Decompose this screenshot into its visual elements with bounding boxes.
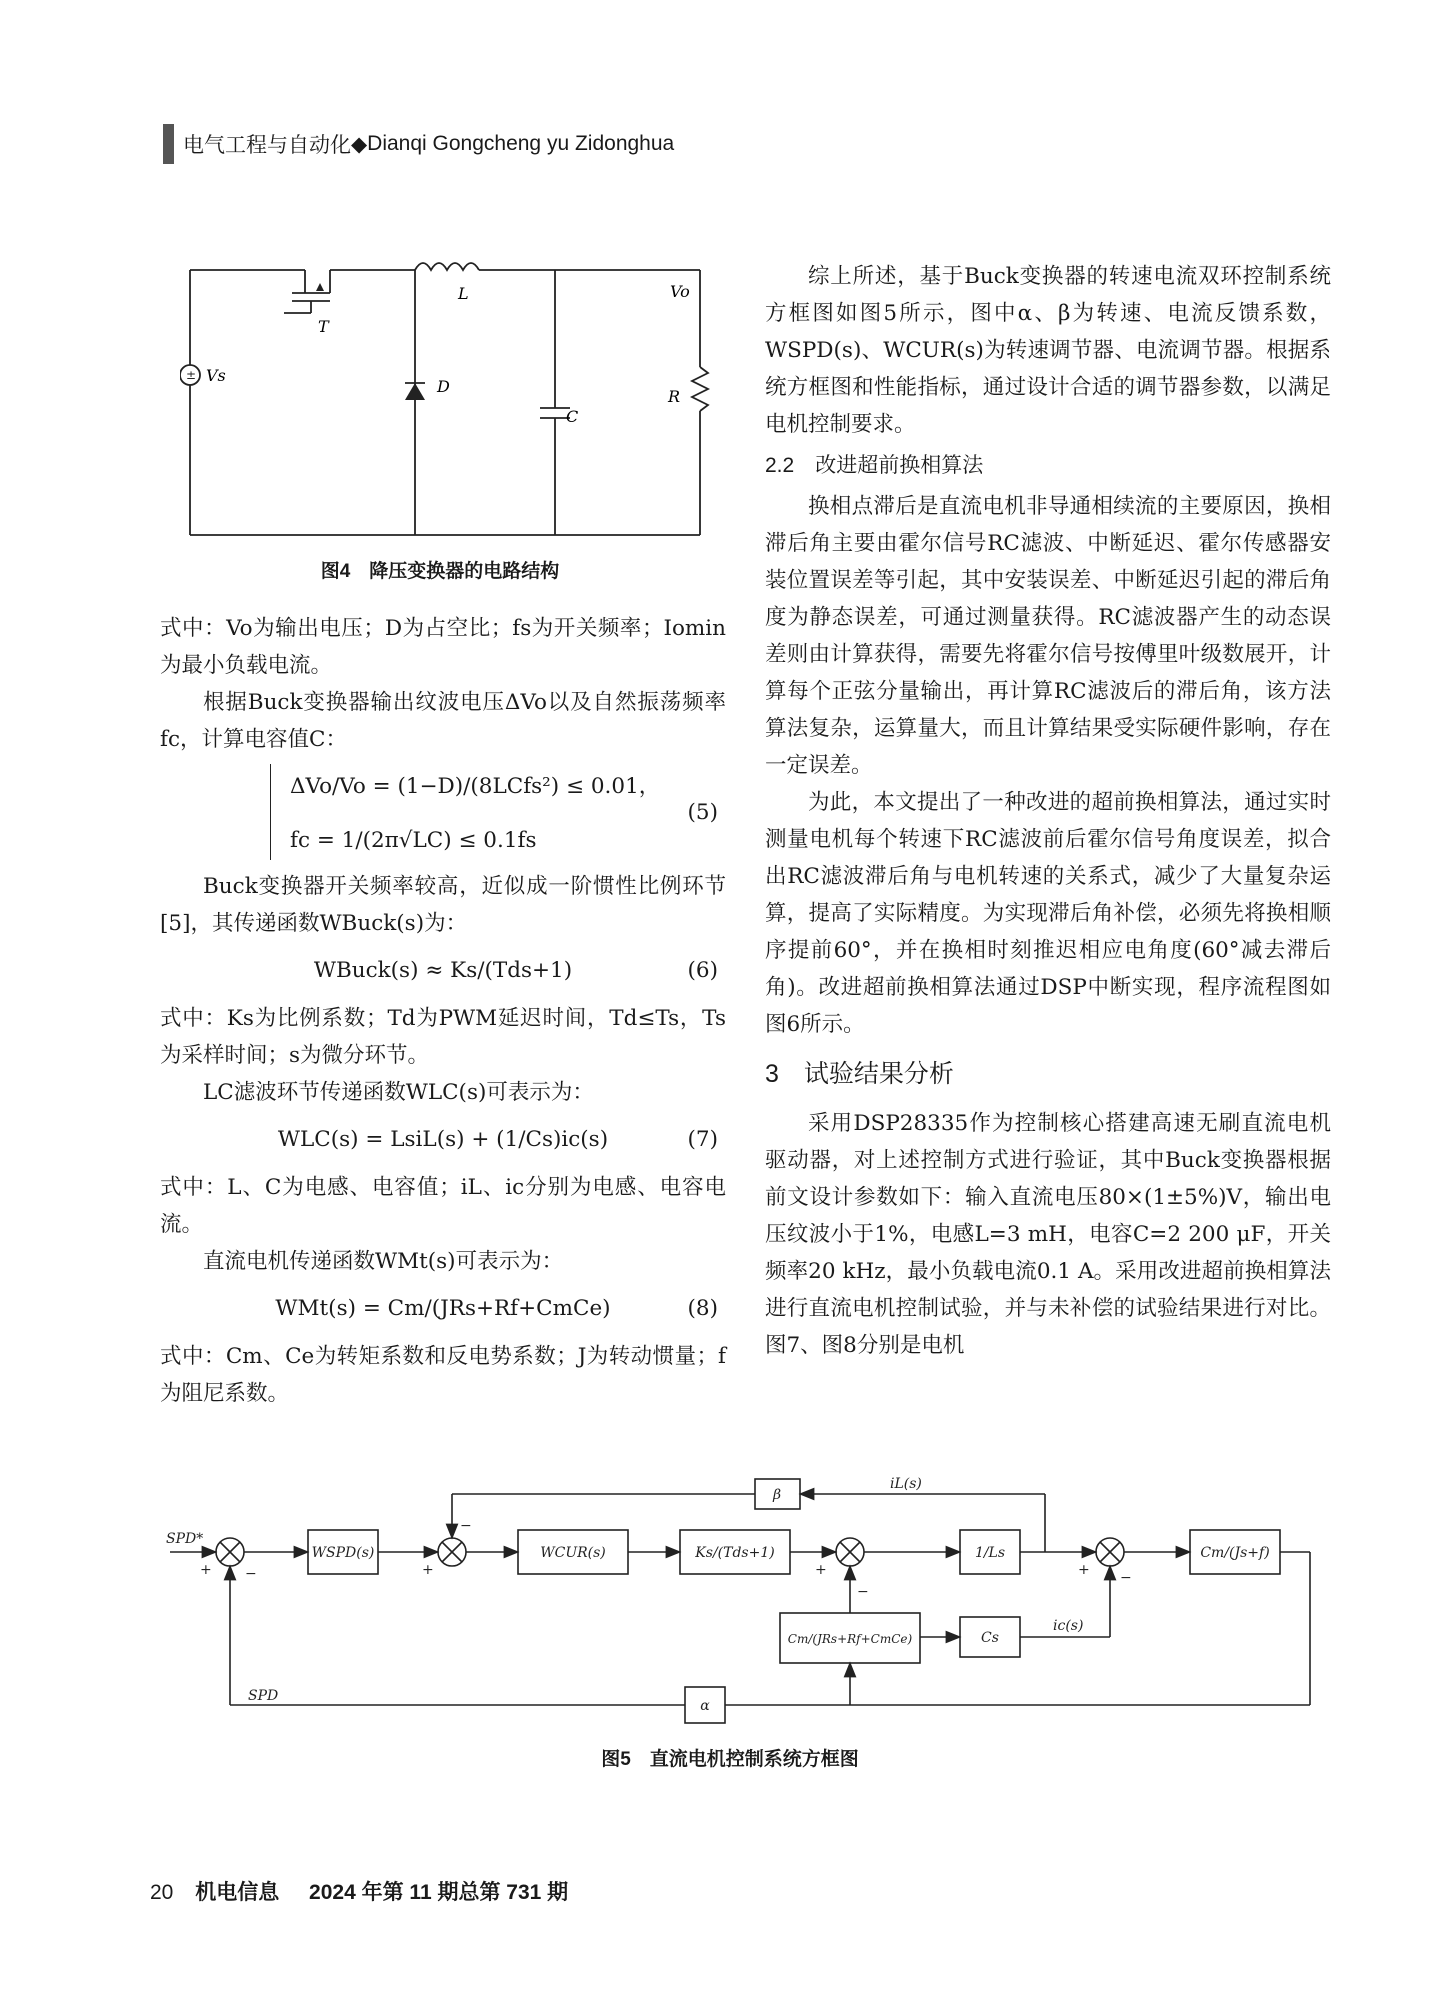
equation-6	[160, 942, 726, 1000]
header-bar	[163, 124, 174, 164]
left-p3: Buck变换器开关频率较高，近似成一阶惯性比例环节[5]，其传递函数WBuck(s)为：	[160, 874, 726, 936]
fig5-block-inductor: 1/Ls	[974, 1545, 1006, 1561]
left-p8: 式中：Cm、Ce为转矩系数和反电势系数；J为转动惯量；f为阻尼系数。	[160, 1344, 726, 1406]
fig5-block-cs: Cs	[981, 1630, 999, 1646]
equation-5-number: (5)	[687, 800, 718, 825]
equation-5-line1: ΔVo/Vo = (1−D)/(8LCfs²) ≤ 0.01，	[290, 774, 661, 799]
fig5-block-alpha: α	[700, 1698, 710, 1714]
fig5-signal-il: iL(s)	[890, 1476, 922, 1492]
footer-issue: 2024 年第 11 期总第 731 期	[309, 1881, 569, 1904]
fig5-block-backemf: Cm/(JRs+Rf+CmCe)	[787, 1632, 913, 1646]
figure5-block-diagram	[160, 1470, 1340, 1730]
fig5-signal-spd-ref: SPD*	[166, 1531, 204, 1547]
fig4-label-c: C	[566, 407, 579, 426]
fig5-block-motor: Cm/(Js+f)	[1200, 1545, 1270, 1561]
equation-5-line2: fc = 1/(2π√LC) ≤ 0.1fs	[290, 828, 537, 853]
left-p4: 式中：Ks为比例系数；Td为PWM延迟时间，Td≤Ts，Ts为采样时间；s为微分环节。	[160, 1006, 726, 1068]
left-p2: 根据Buck变换器输出纹波电压ΔVo以及自然振荡频率fc，计算电容值C：	[160, 690, 726, 752]
fig4-label-vs: Vs	[206, 366, 226, 385]
left-p7: 直流电机传递函数WMt(s)可表示为：	[203, 1249, 564, 1274]
fig5-sign-plus-1: +	[200, 1562, 212, 1578]
figure4-circuit	[180, 255, 720, 545]
equation-5	[160, 758, 726, 868]
fig5-block-buck: Ks/(Tds+1)	[695, 1545, 775, 1561]
figure5-caption: 图5 直流电机控制系统方框图	[601, 1749, 859, 1770]
fig5-sign-minus-1: −	[245, 1566, 257, 1582]
fig4-label-vo: Vo	[670, 282, 690, 301]
right-p2: 换相点滞后是直流电机非导通相续流的主要原因，换相滞后角主要由霍尔信号RC滤波、中断延迟、霍尔传感器安装位置误差等引起，其中安装误差、中断延迟引起的滞后角度为静态误差，可通过测量获得。RC滤波器产生的动态误差则由计算获得，需要先将霍尔信号按傅里叶级数展开，计算每个正弦分量输出，再计算RC滤波后的滞后角，该方法算法复杂，运算量大，而且计算结果受实际硬件影响，存在一定误差。	[765, 494, 1331, 778]
fig4-label-d: D	[437, 377, 450, 396]
svg-text:±: ±	[186, 368, 197, 382]
equation-6-body: WBuck(s) ≈ Ks/(Tds+1)	[313, 958, 573, 983]
fig5-sign-minus-3: −	[857, 1584, 869, 1600]
equation-8-number: (8)	[687, 1296, 718, 1321]
figure4-caption: 图4 降压变换器的电路结构	[320, 561, 560, 582]
right-column	[765, 258, 1331, 1364]
equation-6-number: (6)	[687, 958, 718, 983]
fig5-sign-plus-2: +	[422, 1562, 434, 1578]
page-number: 20	[150, 1881, 174, 1904]
section-heading-2-2: 2.2 改进超前换相算法	[765, 454, 984, 477]
section-heading-3: 3 试验结果分析	[765, 1060, 954, 1088]
fig5-block-beta: β	[772, 1487, 782, 1503]
right-p1: 综上所述，基于Buck变换器的转速电流双环控制系统方框图如图5所示，图中α、β为转速、电流反馈系数，WSPD(s)、WCUR(s)为转速调节器、电流调节器。根据系统方框图和性能指标，通过设计合适的调节器参数，以满足电机控制要求。	[765, 264, 1331, 437]
fig5-sign-plus-4: +	[1078, 1562, 1090, 1578]
left-p1: 式中：Vo为输出电压；D为占空比；fs为开关频率；Iomin为最小负载电流。	[160, 616, 726, 678]
equation-7	[160, 1111, 726, 1169]
journal-name-cn: 电气工程与自动化	[183, 134, 351, 157]
equation-7-number: (7)	[687, 1127, 718, 1152]
right-p3: 为此，本文提出了一种改进的超前换相算法，通过实时测量电机每个转速下RC滤波前后霍尔信号角度误差，拟合出RC滤波滞后角与电机转速的关系式，减少了大量复杂运算，提高了实际精度。为实现滞后角补偿，必须先将换相顺序提前60°，并在换相时刻推迟相应电角度(60°减去滞后角)。改进超前换相算法通过DSP中断实现，程序流程图如图6所示。	[765, 790, 1331, 1037]
fig5-sign-plus-3: +	[815, 1562, 827, 1578]
left-column	[160, 610, 726, 1412]
fig5-sign-minus-4: −	[1120, 1570, 1132, 1586]
journal-name-pinyin: Dianqi Gongcheng yu Zidonghua	[367, 132, 675, 155]
running-header	[163, 124, 674, 164]
equation-8-body: WMt(s) = Cm/(JRs+Rf+CmCe)	[275, 1296, 611, 1321]
fig4-label-r: R	[668, 387, 681, 406]
left-p5: LC滤波环节传递函数WLC(s)可表示为：	[203, 1080, 594, 1105]
fig5-block-wspd: WSPD(s)	[311, 1545, 375, 1561]
page-footer	[150, 1876, 568, 1906]
header-separator: ◆	[351, 132, 368, 156]
fig5-signal-ic: ic(s)	[1053, 1618, 1084, 1634]
equation-7-body: WLC(s) = LsiL(s) + (1/Cs)ic(s)	[277, 1127, 609, 1152]
right-p4: 采用DSP28335作为控制核心搭建高速无刷直流电机驱动器，对上述控制方式进行验证，其中Buck变换器根据前文设计参数如下：输入直流电压80×(1±5%)V，输出电压纹波小于1%，电感L=3 mH，电容C=2 200 μF，开关频率20 kHz，最小负载电流0.1 A。采用改进超前换相算法进行直流电机控制试验，并与未补偿的试验结果进行对比。图7、图8分别是电机	[765, 1111, 1331, 1358]
fig4-label-t: T	[318, 317, 329, 336]
equation-8	[160, 1280, 726, 1338]
fig5-sign-minus-2: −	[460, 1518, 472, 1534]
fig5-signal-spd: SPD	[248, 1688, 279, 1704]
fig4-label-l: L	[458, 284, 469, 303]
footer-journal: 机电信息	[195, 1881, 280, 1904]
fig5-block-wcur: WCUR(s)	[540, 1545, 606, 1561]
left-p6: 式中：L、C为电感、电容值；iL、ic分别为电感、电容电流。	[160, 1175, 726, 1237]
